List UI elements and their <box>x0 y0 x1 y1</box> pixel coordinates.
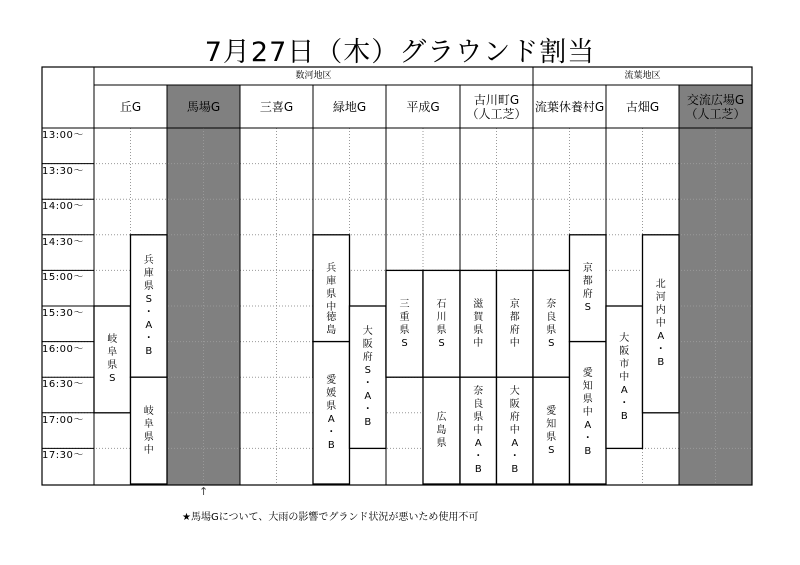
booking-team: 広 島 県 <box>436 412 447 450</box>
time-label: 15:00〜 <box>42 272 84 284</box>
ground-header: 緑地G <box>332 99 367 114</box>
booking-team: 愛 媛 県 A ・ B <box>326 374 337 451</box>
booking-team: 徳 島 <box>326 311 337 336</box>
time-label: 14:00〜 <box>42 201 84 213</box>
booking-team: 岐 阜 県 中 <box>143 405 154 456</box>
booking-team: 北 河 内 中 A ・ B <box>655 279 666 369</box>
booking-team: 京 都 府 S <box>582 263 593 314</box>
booking-team: 兵 庫 県 S ・ A ・ B <box>143 255 154 357</box>
time-label: 14:30〜 <box>42 236 84 248</box>
page-title: 7月27日（木）グラウンド割当 <box>204 37 596 68</box>
booking-team: 奈 良 県 中 A ・ B <box>473 386 484 476</box>
booking-team: 大 阪 府 中 A ・ B <box>509 386 520 476</box>
booking-team: 愛 知 県 中 A ・ B <box>582 368 593 458</box>
ground-header: 平成G <box>406 99 440 114</box>
ground-header: 古畑G <box>625 99 660 114</box>
time-label: 16:30〜 <box>42 379 84 391</box>
ground-header: 三喜G <box>259 99 294 114</box>
ground-header: 交流広場G （人工芝） <box>685 92 746 121</box>
area-header: 流葉地区 <box>624 71 661 81</box>
time-label: 13:30〜 <box>42 165 84 177</box>
time-label: 17:00〜 <box>42 414 84 426</box>
booking-team: 奈 良 県 S <box>546 298 557 349</box>
ground-header: 馬場G <box>186 99 221 114</box>
time-label: 15:30〜 <box>42 308 84 319</box>
time-label: 16:00〜 <box>42 343 84 355</box>
time-label: 17:30〜 <box>42 450 84 462</box>
booking-team: 岐 阜 県 S <box>107 334 118 385</box>
arrow-icon: ↑ <box>199 485 209 498</box>
ground-header: 流葉休養村G <box>534 99 605 114</box>
booking-team: 大 阪 府 S ・ A ・ B <box>362 326 373 429</box>
booking-team: 大 阪 市 中 A ・ B <box>619 332 630 422</box>
booking-team: 石 川 県 S <box>436 298 447 349</box>
booking-team: 愛 知 県 S <box>546 405 557 456</box>
ground-header: 丘G <box>119 99 142 114</box>
time-label: 13:00〜 <box>42 130 84 141</box>
area-header: 数河地区 <box>295 71 332 81</box>
booking-team: 三 重 県 S <box>399 298 410 349</box>
booking-team: 滋 賀 県 中 <box>473 298 484 349</box>
ground-header: 古川町G （人工芝） <box>466 92 527 121</box>
footnote: ★馬場Gについて、大雨の影響でグランド状況が悪いため使用不可 <box>182 512 479 523</box>
booking-team: 京 都 府 中 <box>509 298 520 349</box>
booking-team: 兵 庫 県 中 <box>326 263 337 314</box>
